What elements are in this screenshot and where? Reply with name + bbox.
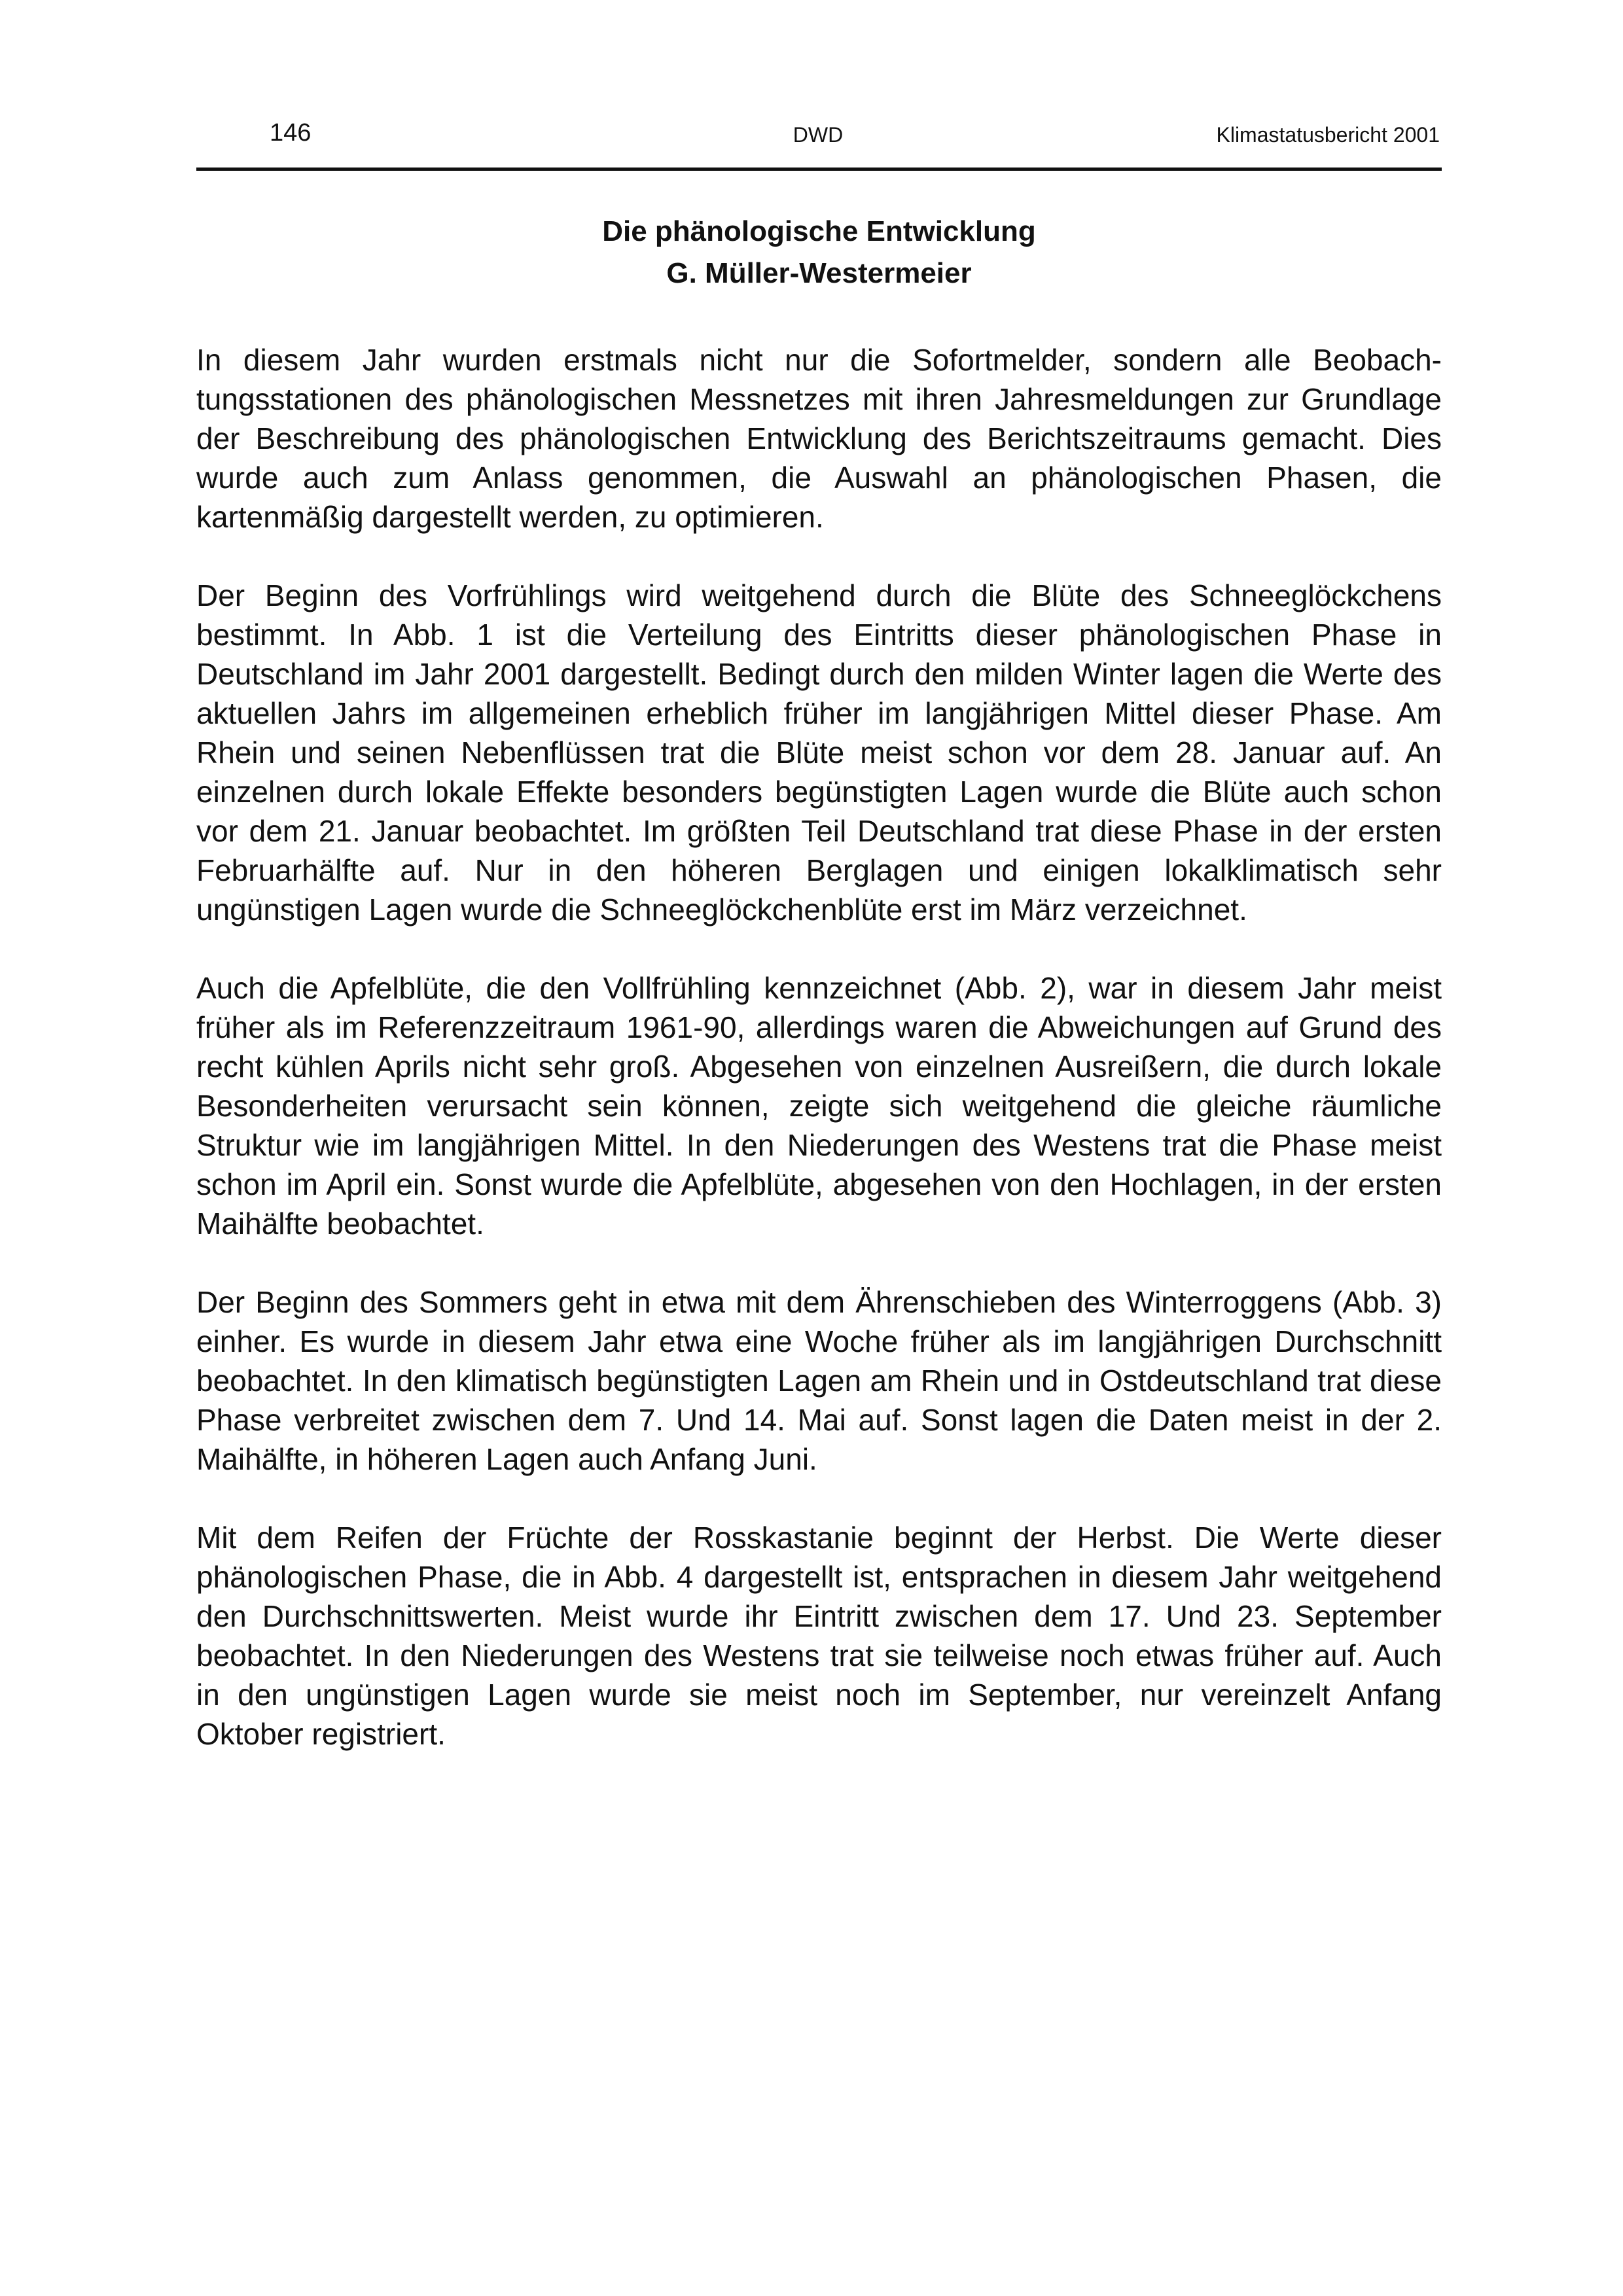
article-author: G. Müller-Westermeier <box>666 257 972 289</box>
paragraph-5: Mit dem Reifen der Früchte der Rosskastanie beginnt der Herbst. Die Werte dieser phänologischen Phase, die in Abb. 4 dargestellt ist, entsprachen in diesem Jahr weitgehend den Durchschnittswerten. Meist wurde ihr Eintritt zwischen dem 17. Und 23. September beobachtet. In den Niederungen des Westens trat sie teilweise noch etwas früher auf. Auch in den ungünstigen Lagen wurde sie meist noch im September, nur vereinzelt Anfang Oktober registriert. <box>196 1521 1442 1751</box>
article-heading <box>196 211 1442 294</box>
report-title: Klimastatusbericht 2001 <box>1216 123 1440 147</box>
article-body <box>196 340 1442 1793</box>
running-header <box>196 118 1440 164</box>
paragraph-3: Auch die Apfelblüte, die den Vollfrühling kennzeichnet (Abb. 2), war in diesem Jahr meist früher als im Referenzzeitraum 1961-90, allerdings waren die Abweichungen auf Grund des recht kühlen Aprils nicht sehr groß. Abgesehen von einzelnen Ausreißern, die durch lokale Besonderheiten verursacht sein können, zeigte sich weitgehend die gleiche räumliche Struktur wie im langjährigen Mittel. In den Niederungen des Westens trat die Phase meist schon im April ein. Sonst wurde die Apfelblüte, abgesehen von den Hochlagen, in der ersten Maihälfte beobachtet. <box>196 971 1442 1241</box>
header-divider <box>196 168 1442 171</box>
paragraph-4: Der Beginn des Sommers geht in etwa mit dem Ährenschieben des Winterroggens (Abb. 3) einher. Es wurde in diesem Jahr etwa eine Woche früher als im langjährigen Durchschnitt beobachtet. In den klimatisch begünstigten Lagen am Rhein und in Ostdeutschland trat diese Phase verbreitet zwischen dem 7. Und 14. Mai auf. Sonst lagen die Daten meist in der 2. Maihälfte, in höheren Lagen auch Anfang Juni. <box>196 1285 1442 1476</box>
paragraph-2: Der Beginn des Vorfrühlings wird weitgehend durch die Blüte des Schneeglöckchens bestimmt. In Abb. 1 ist die Verteilung des Eintritts dieser phänologischen Phase in Deutschland im Jahr 2001 dargestellt. Bedingt durch den milden Winter lagen die Werte des aktuellen Jahrs im allgemeinen erheblich früher im langjährigen Mittel dieser Phase. Am Rhein und seinen Nebenflüssen trat die Blüte meist schon vor dem 28. Januar auf. An einzelnen durch lokale Effekte besonders begünstigten Lagen wurde die Blüte auch schon vor dem 21. Januar beobachtet. Im größten Teil Deutschland trat diese Phase in der ersten Februarhälfte auf. Nur in den höheren Berglagen und einigen lokalklimatisch sehr ungünstigen Lagen wurde die Schneeglöckchenblüte erst im März verzeichnet. <box>196 578 1442 927</box>
page-number: 146 <box>270 119 312 147</box>
paragraph-1: In diesem Jahr wurden erstmals nicht nur die Sofortmelder, sondern alle Beobachtungsstationen des phänologischen Messnetzes mit ihren Jahresmeldungen zur Grundlage der Beschreibung des phänologischen Entwicklung des Berichtszeitraums gemacht. Dies wurde auch zum Anlass genommen, die Auswahl an phänologischen Phasen, die kartenmäßig dargestellt werden, zu optimieren. <box>196 343 1442 534</box>
publisher-label: DWD <box>793 123 844 147</box>
article-title: Die phänologische Entwicklung <box>602 215 1036 247</box>
